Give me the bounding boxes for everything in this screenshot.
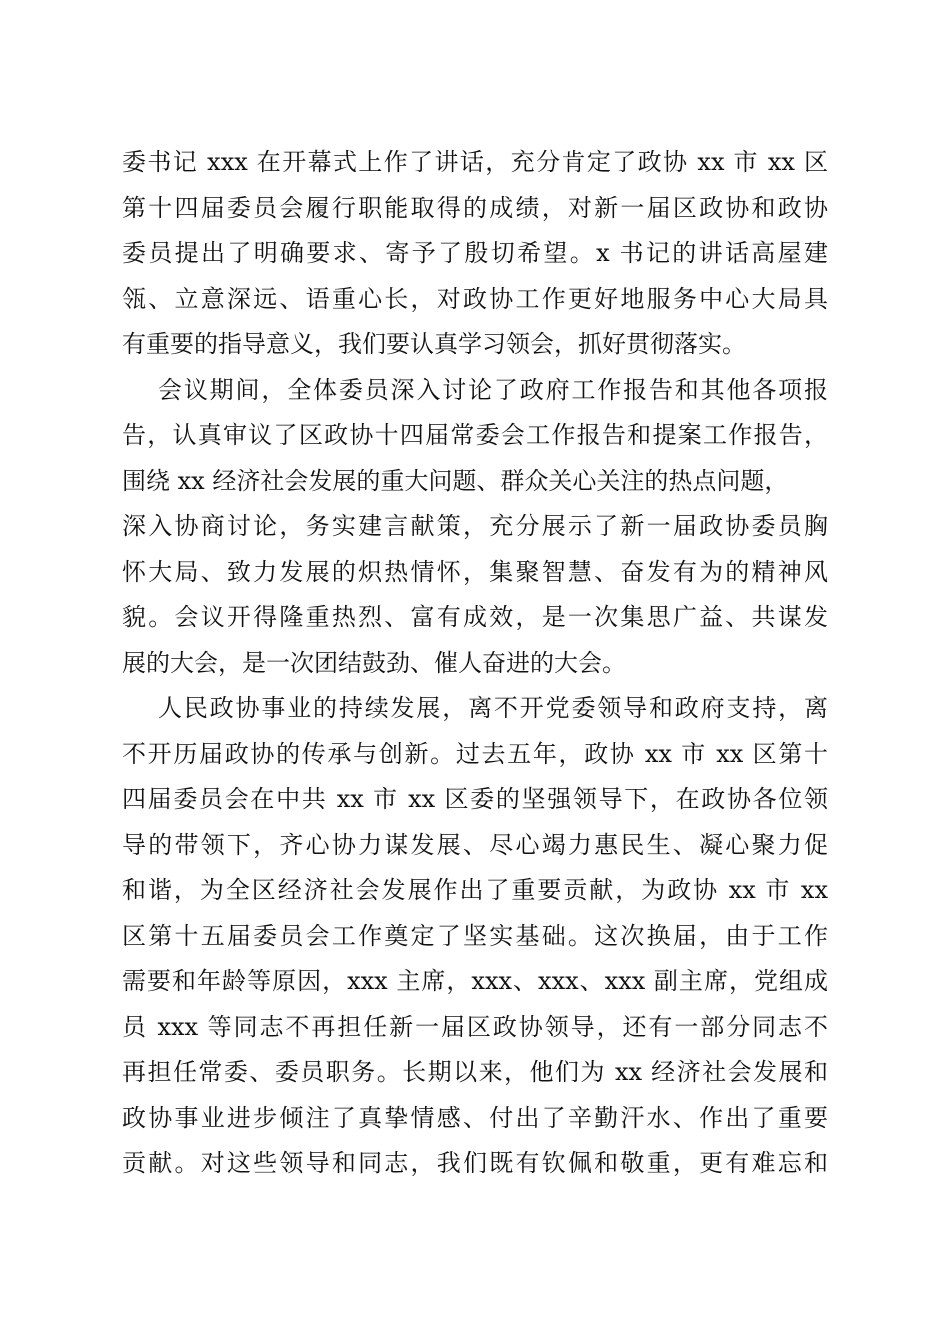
text-line: 人民政协事业的持续发展，离不开党委领导和政府支持，离 <box>158 694 828 722</box>
paragraph-1 <box>122 140 828 368</box>
text-line: 围绕 xx 经济社会发展的重大问题、群众关心关注的热点问题， <box>122 466 789 495</box>
text-line: 深入协商讨论，务实建言献策，充分展示了新一届政协委员胸 <box>122 512 828 540</box>
text-line: 区第十五届委员会工作奠定了坚实基础。这次换届，由于工作 <box>122 921 828 950</box>
text-line: 委书记 xxx 在开幕式上作了讲话，充分肯定了政协 xx 市 xx 区 <box>122 148 828 176</box>
text-line: 员 xxx 等同志不再担任新一届区政协领导，还有一部分同志不 <box>122 1012 828 1041</box>
text-line: 会议期间，全体委员深入讨论了政府工作报告和其他各项报 <box>158 375 828 404</box>
text-line: 貌。会议开得隆重热烈、富有成效，是一次集思广益、共谋发 <box>122 603 828 631</box>
text-line: 政协事业进步倾注了真挚情感、付出了辛勤汗水、作出了重要 <box>122 1103 828 1132</box>
paragraph-2 <box>122 368 828 687</box>
text-line: 告，认真审议了区政协十四届常委会工作报告和提案工作报告， <box>122 421 828 449</box>
text-line: 不开历届政协的传承与创新。过去五年，政协 xx 市 xx 区第十 <box>122 739 828 768</box>
text-line: 委员提出了明确要求、寄予了殷切希望。x 书记的讲话高屋建 <box>122 239 828 267</box>
text-line: 有重要的指导意义，我们要认真学习领会，抓好贯彻落实。 <box>122 330 746 358</box>
paragraph-3 <box>122 686 828 1187</box>
document-body <box>122 140 828 1187</box>
text-line: 第十四届委员会履行职能取得的成绩，对新一届区政协和政协 <box>122 193 828 222</box>
text-line: 贡献。对这些领导和同志，我们既有钦佩和敬重，更有难忘和 <box>122 1149 828 1177</box>
text-line: 瓴、立意深远、语重心长，对政协工作更好地服务中心大局具 <box>122 284 828 313</box>
text-line: 四届委员会在中共 xx 市 xx 区委的坚强领导下，在政协各位领 <box>122 785 828 813</box>
text-line: 展的大会，是一次团结鼓劲、催人奋进的大会。 <box>122 648 626 677</box>
text-line: 怀大局、致力发展的炽热情怀，集聚智慧、奋发有为的精神风 <box>122 557 828 586</box>
text-line: 再担任常委、委员职务。长期以来，他们为 xx 经济社会发展和 <box>122 1058 828 1086</box>
text-line: 需要和年龄等原因，xxx 主席，xxx、xxx、xxx 副主席，党组成 <box>122 967 828 995</box>
text-line: 和谐，为全区经济社会发展作出了重要贡献，为政协 xx 市 xx <box>122 876 828 904</box>
text-line: 导的带领下，齐心协力谋发展、尽心竭力惠民生、凝心聚力促 <box>122 830 828 859</box>
